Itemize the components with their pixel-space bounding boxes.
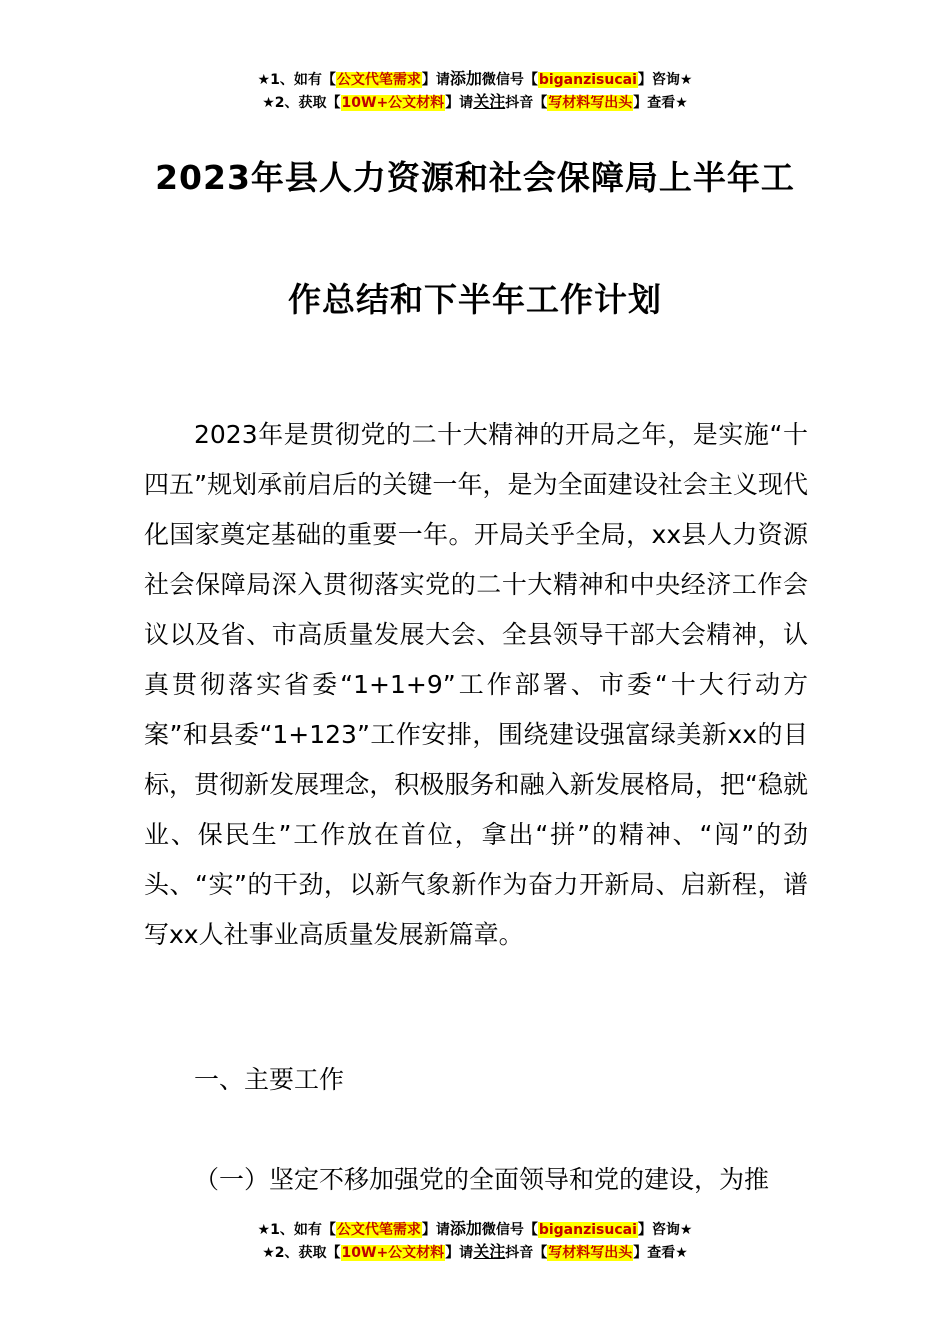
promo-highlight-materials: 10W+公文材料 [341,1245,445,1261]
intro-paragraph: 2023年是贯彻党的二十大精神的开局之年，是实施“十四五”规划承前启后的关键一年，是为全面建设社会主义现代化国家奠定基础的重要一年。开局关乎全局，xx县人力资源社会保障局深入贯彻落实党的二十大精神和中央经济工作会议以及省、市高质量发展大会、全县领导干部大会精神，认真贯彻落实省委“1+1+9”工作部署、市委“十大行动方案”和县委“1+123”工作安排，围绕建设强富绿美新xx的目标，贯彻新发展理念，积极服务和融入新发展格局，把“稳就业、保民生”工作放在首位，拿出“拼”的精神、“闯”的劲头、“实”的干劲，以新气象新作为奋力开新局、启新程，谱写xx人社事业高质量发展新篇章。 [144,420,808,949]
promo-highlight-wechat-id: biganzisucai [538,72,637,88]
promo-line-1 [0,68,950,91]
promo-emphasis: 关注 [473,92,506,111]
promo-text: ★2、获取【 [262,95,341,111]
promo-text: 微信号【 [481,72,538,88]
promo-text: 抖音【 [505,95,548,111]
promo-text: ★2、获取【 [262,1245,341,1261]
subsection-heading-party-leadership: （一）坚定不移加强党的全面领导和党的建设，为推 [194,1165,770,1194]
document-title-line-1: 2023年县人力资源和社会保障局上半年工 [155,158,795,197]
promo-text: 】请 [445,1245,474,1261]
promo-text: 】咨询★ [637,72,693,88]
promo-emphasis: 添加 [449,1219,482,1238]
header-promo-banner [0,68,950,114]
promo-emphasis: 关注 [473,1242,506,1261]
document-title-line-2: 作总结和下半年工作计划 [288,280,662,319]
promo-highlight-wechat-id: biganzisucai [538,1222,637,1238]
promo-text: 】请 [421,72,450,88]
promo-line-2 [0,91,950,114]
promo-highlight-douyin-id: 写材料写出头 [548,95,633,111]
promo-text: 】请 [421,1222,450,1238]
promo-highlight-service: 公文代笔需求 [336,1222,421,1238]
promo-text: ★1、如有【 [257,1222,336,1238]
promo-line-1 [0,1218,950,1241]
promo-text: 抖音【 [505,1245,548,1261]
promo-text: 】查看★ [633,1245,688,1261]
promo-line-2 [0,1241,950,1264]
promo-text: ★1、如有【 [257,72,336,88]
promo-highlight-douyin-id: 写材料写出头 [548,1245,633,1261]
promo-text: 】查看★ [633,95,688,111]
promo-highlight-service: 公文代笔需求 [336,72,421,88]
promo-text: 微信号【 [481,1222,538,1238]
promo-text: 】咨询★ [637,1222,693,1238]
promo-emphasis: 添加 [449,69,482,88]
section-heading-main-work: 一、主要工作 [194,1065,345,1094]
footer-promo-banner [0,1218,950,1264]
promo-highlight-materials: 10W+公文材料 [341,95,445,111]
promo-text: 】请 [445,95,474,111]
